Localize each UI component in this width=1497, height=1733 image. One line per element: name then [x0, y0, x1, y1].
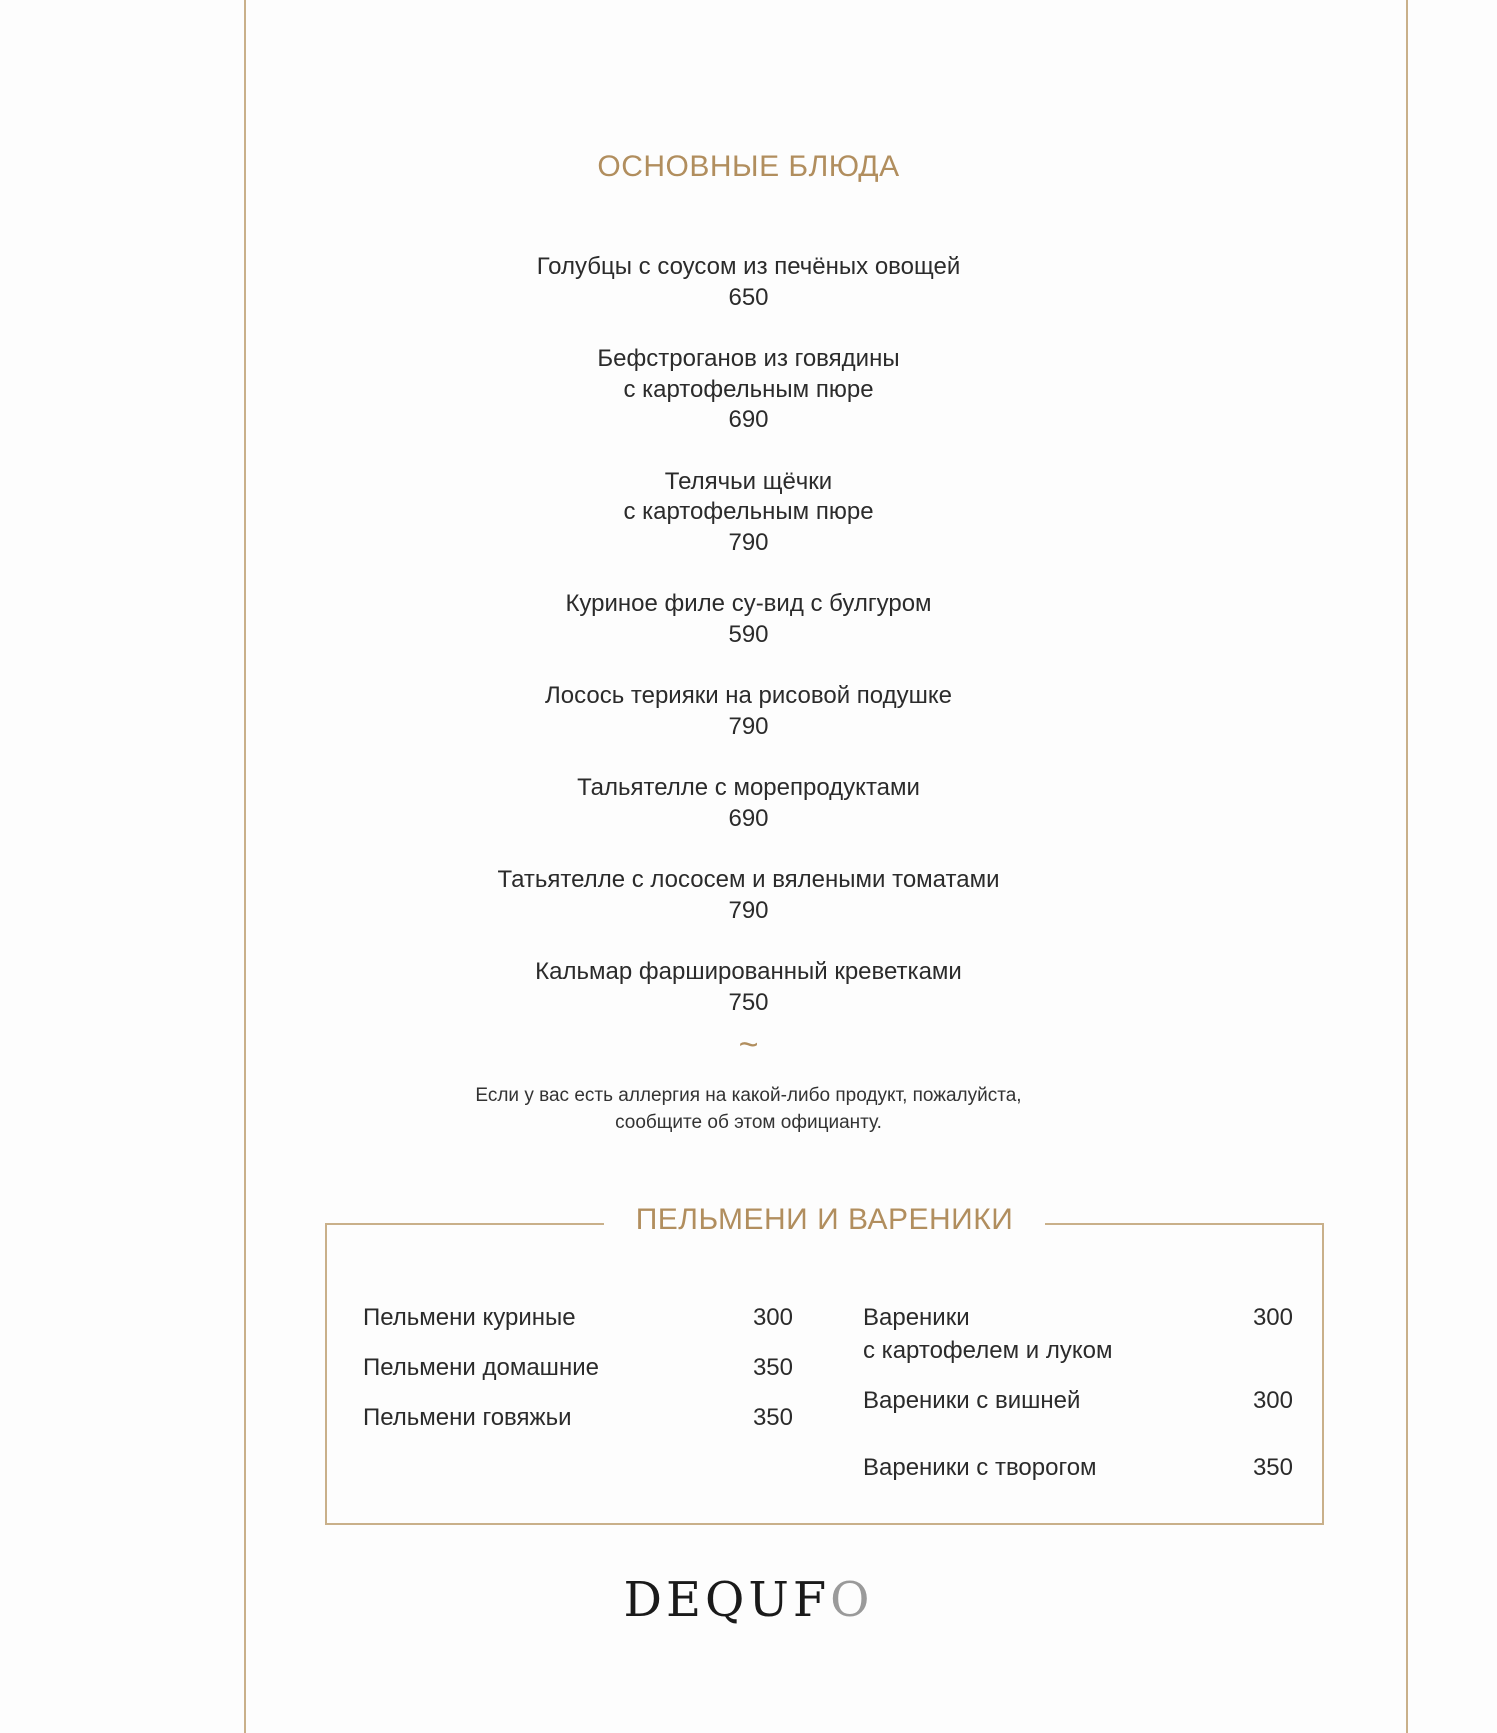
dish-item — [0, 344, 1497, 436]
dish-price: 650 — [728, 283, 769, 311]
dish-price: 690 — [728, 406, 769, 433]
logo-text: DEQUF — [623, 1572, 831, 1628]
dish-name: Куриное филе су-вид с булгуром — [565, 590, 932, 617]
item-name: Вареники с картофелем и луком — [863, 1304, 1113, 1364]
dish-price: 590 — [728, 620, 769, 648]
dish-item — [0, 681, 1497, 742]
section-title-main-dishes: ОСНОВНЫЕ БЛЮДА — [597, 150, 900, 183]
dumplings-title-wrap — [327, 1203, 1322, 1237]
item-name: Вареники с творогом — [863, 1454, 1097, 1481]
dish-price: 690 — [728, 804, 769, 832]
dish-list — [0, 252, 1497, 1049]
dish-item — [0, 467, 1497, 559]
item-price: 350 — [752, 1404, 793, 1431]
dish-item — [0, 589, 1497, 650]
dish-name: Кальмар фаршированный креветками — [535, 958, 962, 985]
dish-name: Тальятелле с морепродуктами — [577, 774, 920, 801]
dish-name: Лосось терияки на рисовой подушке — [544, 682, 952, 709]
dish-name: Татьятелле с лососем и вялеными томатами — [497, 866, 1000, 893]
item-name: Вареники с вишней — [863, 1387, 1081, 1414]
item-price: 300 — [1252, 1304, 1293, 1331]
item-name: Пельмени домашние — [363, 1354, 599, 1381]
tilde-divider: ~ — [738, 1026, 759, 1064]
dumplings-box — [325, 1203, 1324, 1525]
dish-name: Телячьи щёчки с картофельным пюре — [623, 467, 874, 525]
dish-name: Бефстроганов из говядины с картофельным пюре — [597, 345, 900, 403]
item-price: 300 — [1252, 1387, 1293, 1414]
allergy-note: Если у вас есть аллергия на какой-либо продукт, пожалуйста, сообщите об этом официанту. — [475, 1085, 1022, 1133]
menu-row — [863, 1384, 1293, 1417]
item-name: Пельмени куриные — [363, 1304, 576, 1331]
dish-name: Голубцы с соусом из печёных овощей — [536, 253, 961, 280]
item-price: 300 — [752, 1304, 793, 1331]
dumplings-right-column — [863, 1301, 1293, 1484]
menu-row — [363, 1301, 793, 1334]
menu-row — [863, 1451, 1293, 1484]
dish-price: 790 — [728, 528, 769, 556]
dish-item — [0, 865, 1497, 926]
item-price: 350 — [752, 1354, 793, 1381]
dish-price: 790 — [728, 896, 769, 924]
menu-row — [363, 1401, 793, 1434]
dish-item — [0, 773, 1497, 834]
restaurant-logo — [0, 1572, 1497, 1628]
item-price: 350 — [1252, 1454, 1293, 1481]
dish-item — [0, 957, 1497, 1018]
dumplings-left-column — [363, 1301, 793, 1451]
logo-tail: O — [830, 1572, 874, 1628]
menu-row — [863, 1301, 1293, 1367]
dish-item — [0, 252, 1497, 313]
dish-price: 790 — [728, 712, 769, 740]
section-title-dumplings: ПЕЛЬМЕНИ И ВАРЕНИКИ — [604, 1203, 1046, 1236]
item-name: Пельмени говяжьи — [363, 1404, 572, 1431]
menu-row — [363, 1351, 793, 1384]
dish-price: 750 — [728, 988, 769, 1016]
